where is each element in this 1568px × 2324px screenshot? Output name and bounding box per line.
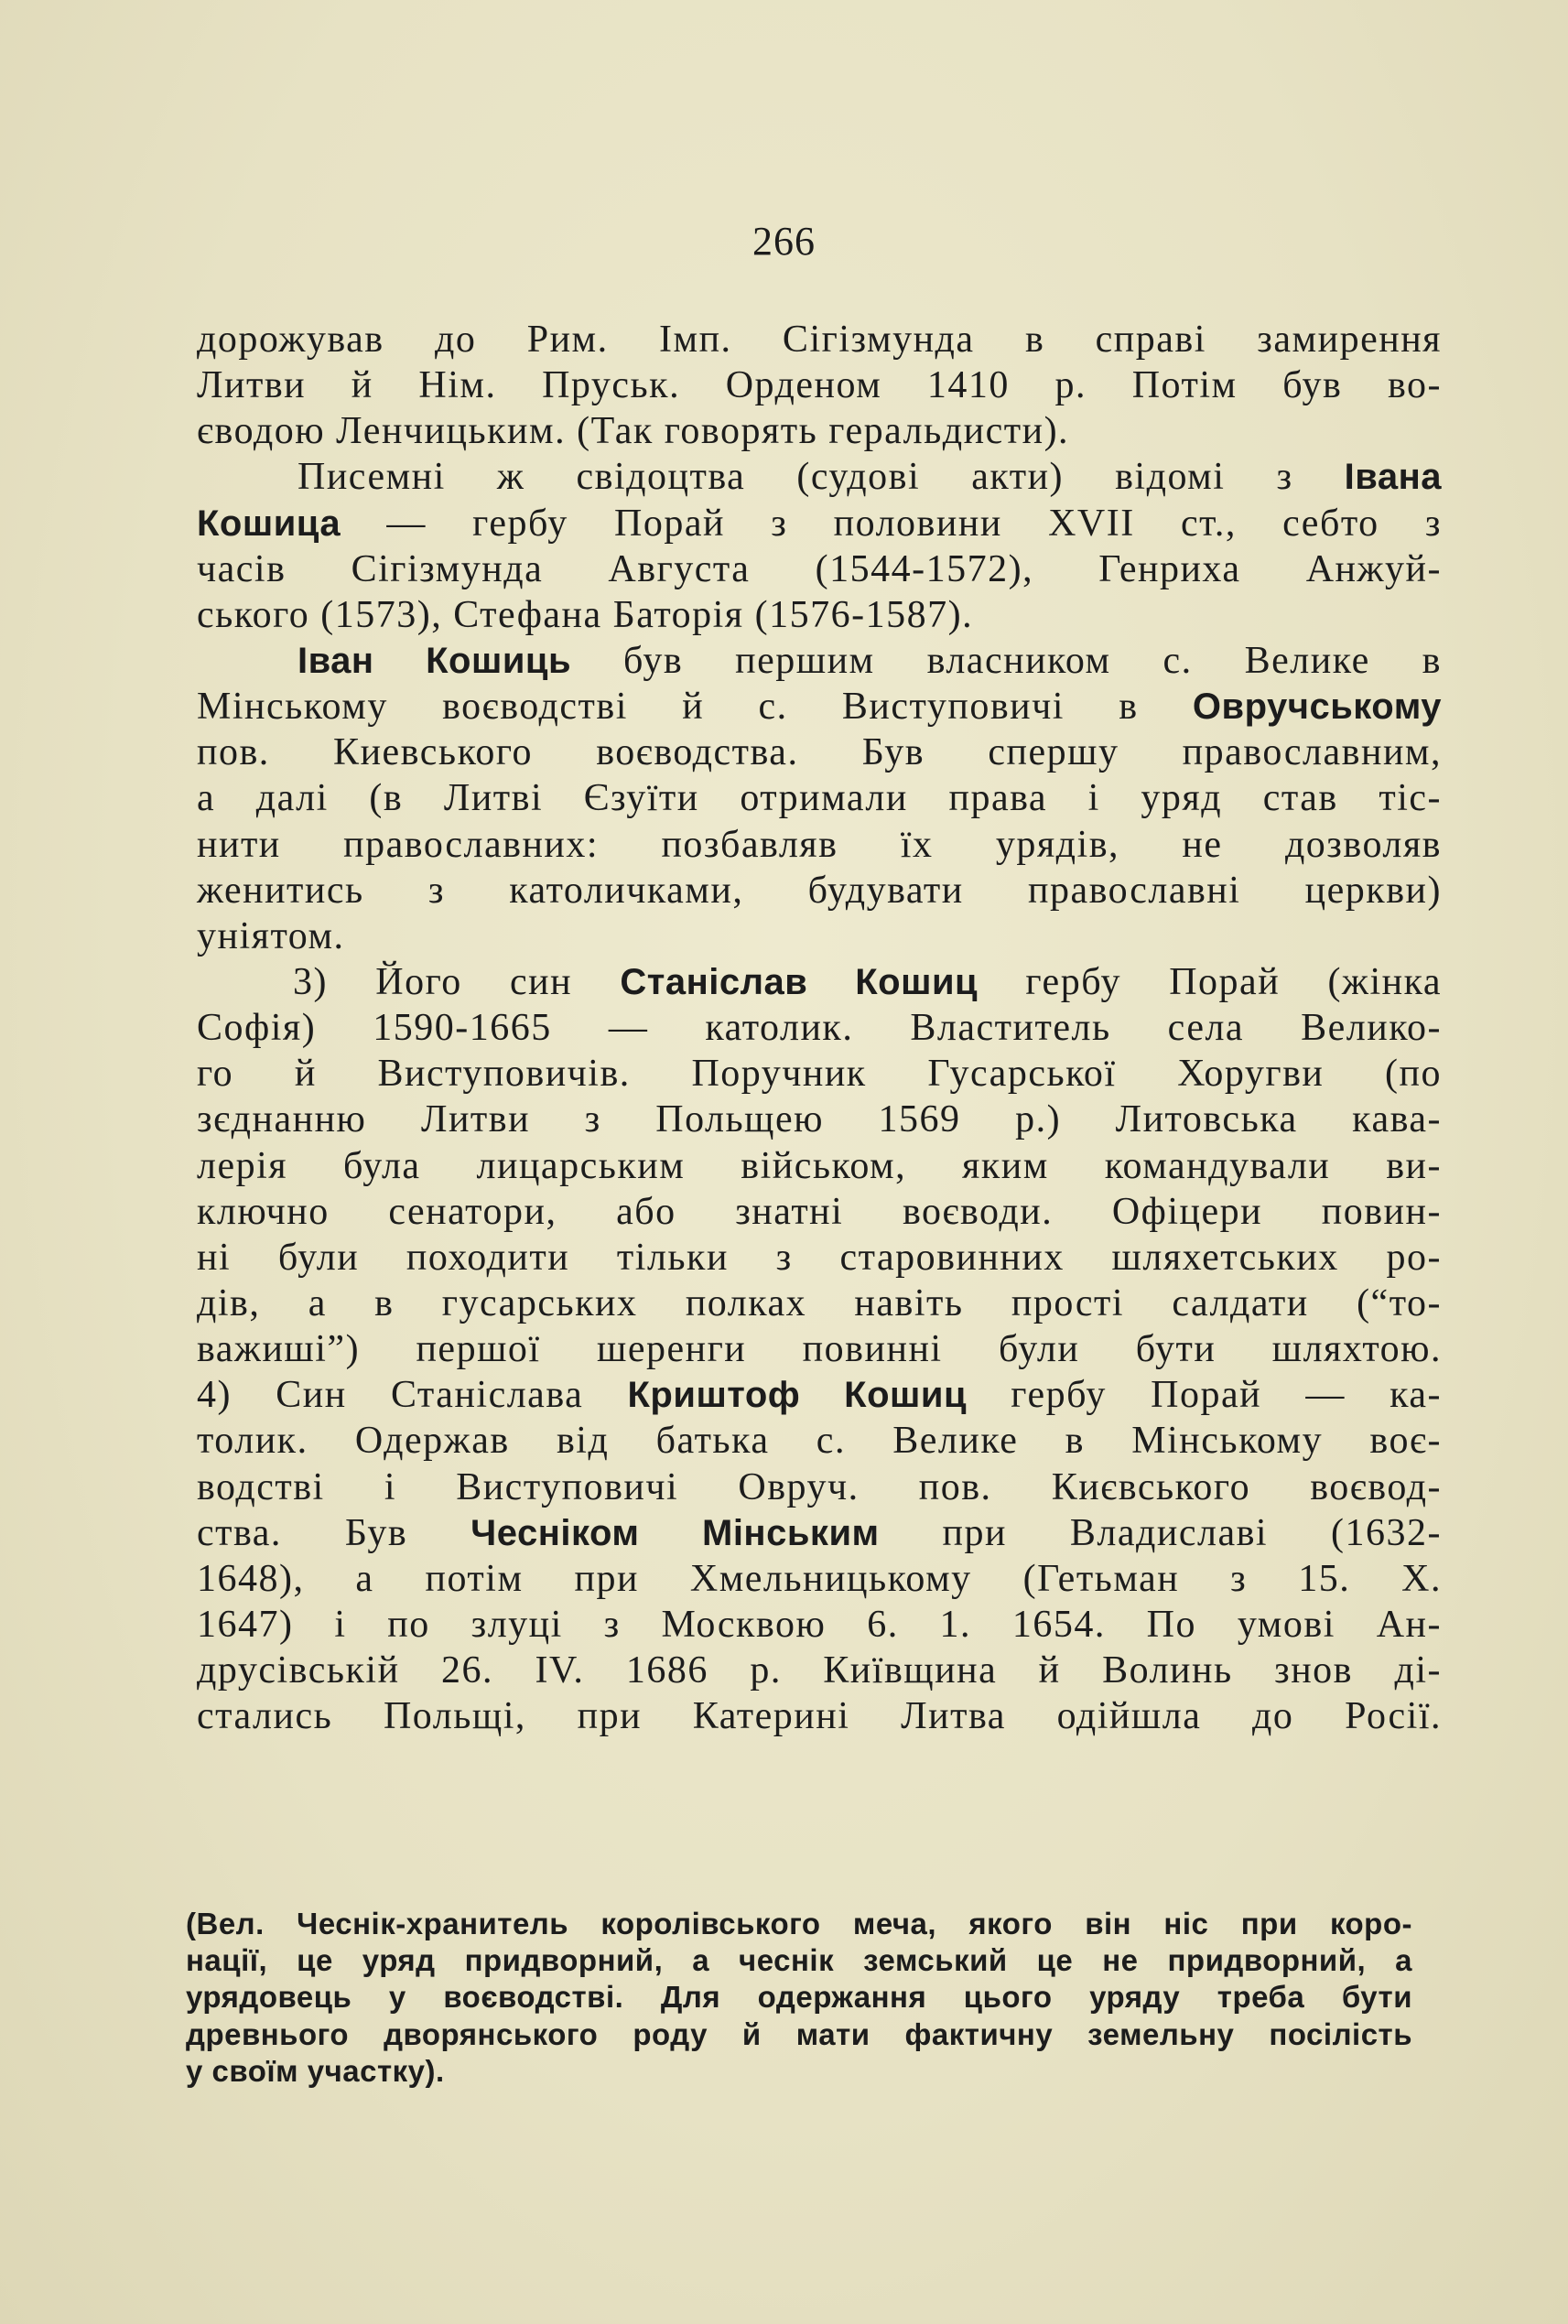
paragraph-5-line-3: водстві і Виступовичі Овруч. пов. Києвського воєвод- xyxy=(197,1465,1442,1508)
paragraph-5-line-7: друсівській 26. IV. 1686 р. Київщина й Волинь знов ді- xyxy=(197,1649,1442,1692)
paragraph-4-line-9: важиші”) першої шеренги повинні були бути шляхтою. xyxy=(197,1328,1442,1371)
paragraph-5-line-8: стались Польщі, при Катерині Литва одійшла до Росії. xyxy=(197,1695,1442,1738)
footnote xyxy=(186,1906,1412,2090)
paragraph-3-line-4: а далі (в Литві Єзуїти отримали права і уряд став тіс- xyxy=(197,777,1442,820)
footnote-line-4: древнього дворянського роду й мати фактичну земельну посілість xyxy=(186,2016,1412,2051)
paragraph-2-line-1 xyxy=(197,454,1442,500)
paragraph-5-line-5: 1648), а потім при Хмельницькому (Гетьман з 15. X. xyxy=(197,1557,1442,1600)
paragraph-3-line-1-text: був першим власником с. Велике в xyxy=(571,639,1443,682)
paragraph-2-line-4: ського (1573), Стефана Баторія (1576-1587). xyxy=(197,593,974,636)
paragraph-5-line-1-post: гербу Порай — ка- xyxy=(967,1374,1442,1417)
paragraph-3-line-1-bold: Іван Кошиць xyxy=(297,640,572,681)
paragraph-4-line-3: го й Виступовичів. Поручник Гусарської Хоругви (по xyxy=(197,1053,1442,1096)
paragraph-3-line-5: нити православних: позбавляв їх урядів, не дозволяв xyxy=(197,823,1442,866)
footnote-line-2: нації, це уряд придворний, а чеснік земський це не придворний, а xyxy=(186,1943,1412,1978)
footnote-line-1: (Вел. Чеснік-хранитель королівського меча, якого він ніс при коро- xyxy=(186,1907,1412,1940)
footnote-line-5: у своїм участку). xyxy=(186,2053,445,2088)
paragraph-4-line-6: ключно сенатори, або знатні воєводи. Офіцери повин- xyxy=(197,1190,1442,1233)
paragraph-2-line-2 xyxy=(197,501,1442,546)
paragraph-2-line-3: часів Сігізмунда Августа (1544-1572), Генриха Анжуй- xyxy=(197,547,1442,590)
paragraph-1-line-1: дорожував до Рим. Імп. Сігізмунда в справі замирення xyxy=(197,319,1442,361)
paragraph-4-line-1-pre: 3) Його син xyxy=(293,960,621,1003)
paragraph-4-line-8: дів, а в гусарських полках навіть прості салдати (“то- xyxy=(197,1281,1442,1324)
paragraph-4-line-7: ні були походити тільки з старовинних шляхетських ро- xyxy=(197,1236,1442,1279)
paragraph-4-line-1 xyxy=(197,959,1442,1005)
paragraph-3-line-2-bold: Овручському xyxy=(1192,686,1442,728)
paragraph-5-line-4-pre: ства. Був xyxy=(197,1511,471,1554)
paragraph-4-line-1-bold: Станіслав Кошиц xyxy=(620,961,979,1002)
paragraph-5-line-1-bold: Криштоф Кошиц xyxy=(627,1375,968,1416)
paragraph-2-line-2-bold: Кошица xyxy=(197,503,341,544)
paragraph-3-line-2-text: Мінському воєводстві й с. Виступовичі в xyxy=(197,686,1193,729)
paragraph-4-line-5: лерія була лицарським військом, яким командували ви- xyxy=(197,1144,1442,1187)
paragraph-5-line-4-bold: Чесніком Мінським xyxy=(470,1512,880,1553)
paragraph-2-line-1-bold: Івана xyxy=(1344,457,1442,498)
paragraph-5-line-6: 1647) і по злуці з Москвою 6. 1. 1654. По умові Ан- xyxy=(197,1603,1442,1646)
paragraph-5-line-4 xyxy=(197,1510,1442,1556)
paragraph-1-line-3: єводою Ленчицьким. (Так говорять геральдисти). xyxy=(197,410,1070,453)
paragraph-3-line-6: женитись з католичками, будувати православні церкви) xyxy=(197,869,1442,912)
paragraph-3-line-3: пов. Киевського воєводства. Був спершу православним, xyxy=(197,731,1442,774)
paragraph-3-line-1 xyxy=(197,638,1442,684)
main-text xyxy=(197,317,1442,1739)
paragraph-5-line-1 xyxy=(197,1372,1442,1418)
paragraph-1-line-2: Литви й Нім. Пруськ. Орденом 1410 р. Потім був во- xyxy=(197,364,1442,407)
paragraph-2-line-1-text: Писемні ж свідоцтва (судові акти) відомі з xyxy=(297,456,1345,499)
paragraph-4-line-4: зєднанню Литви з Польщею 1569 р.) Литовська кава- xyxy=(197,1098,1442,1141)
paragraph-4-line-1-post: гербу Порай (жінка xyxy=(978,960,1443,1003)
paragraph-5-line-2: толик. Одержав від батька с. Велике в Мінському воє- xyxy=(197,1420,1442,1463)
page-number: 266 xyxy=(752,219,816,264)
paragraph-3-line-2 xyxy=(197,684,1442,730)
paragraph-5-line-1-pre: 4) Син Станіслава xyxy=(197,1374,628,1417)
footnote-line-3: урядовець у воєводстві. Для одержання цього уряду треба бути xyxy=(186,1980,1412,2015)
paragraph-5-line-4-post: при Владиславі (1632- xyxy=(879,1511,1442,1554)
paragraph-2-line-2-text: — гербу Порай з половини XVII ст., себто з xyxy=(341,502,1442,545)
paragraph-4-line-2: Софія) 1590-1665 — католик. Властитель села Велико- xyxy=(197,1007,1442,1050)
paragraph-3-line-7: уніятом. xyxy=(197,914,345,957)
